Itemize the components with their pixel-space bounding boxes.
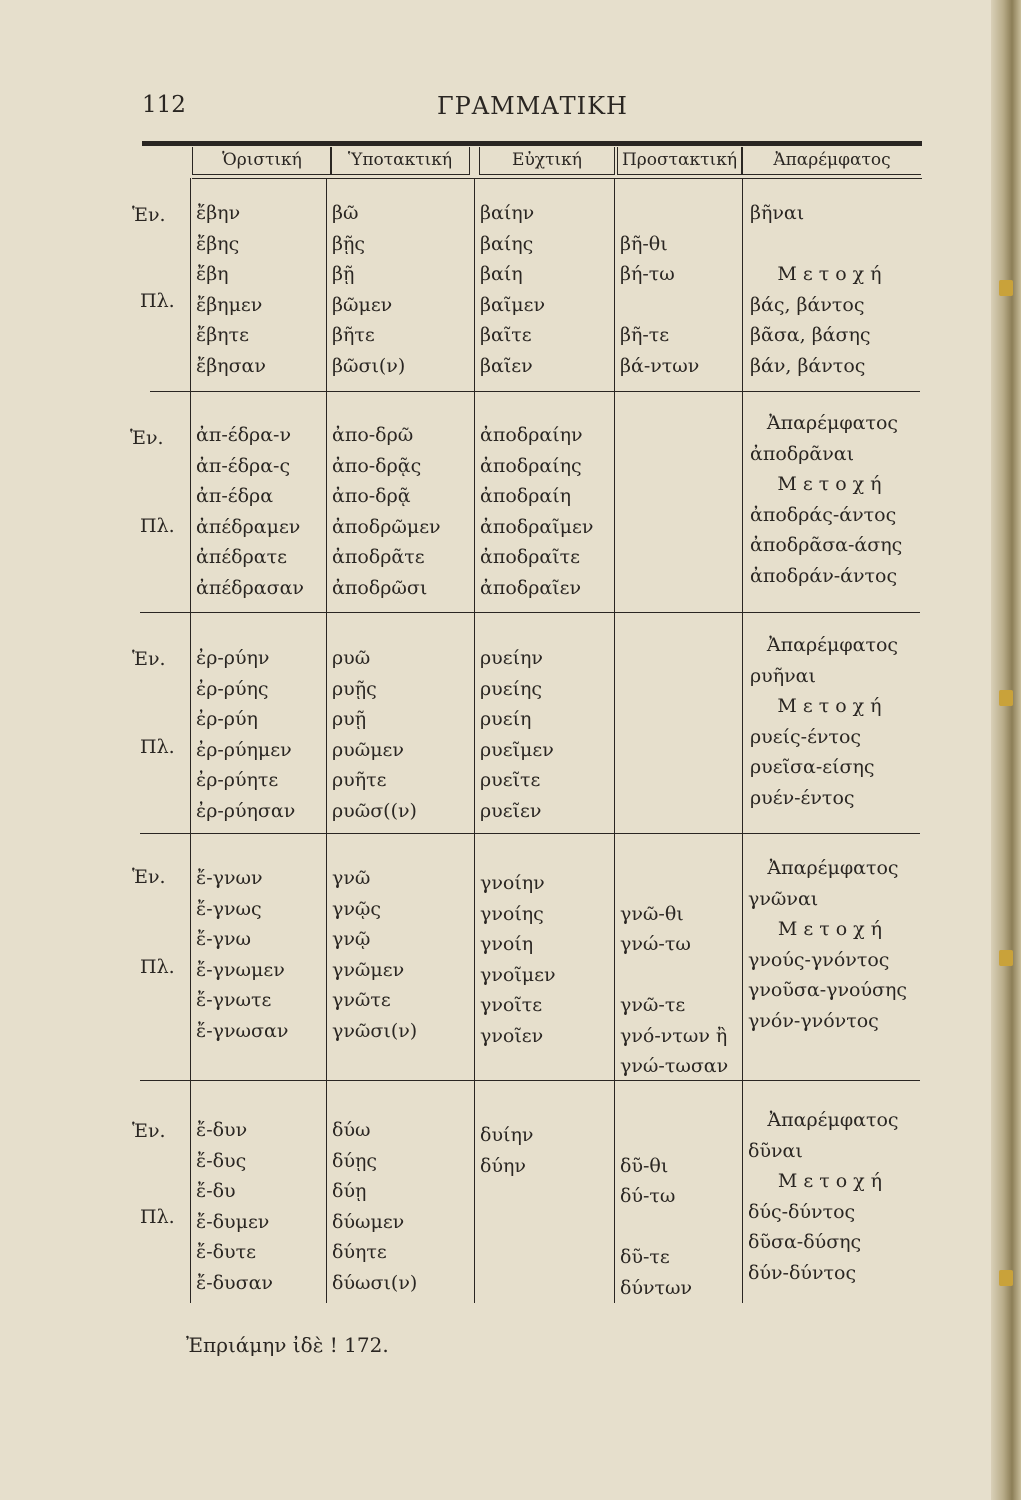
group3-oristiki [196,643,295,826]
participle-form: δῦσα-δύσης [748,1231,862,1253]
verb-form: ἀπο-δρῶ [332,424,414,446]
verb-form: ἔ-δυσαν [196,1271,273,1294]
verb-form: δύῃς [332,1149,378,1172]
verb-form: γνῶτε [332,989,391,1011]
verb-form: ἀπέδρασαν [196,576,304,599]
verb-form: γνῶ-θι [620,902,684,925]
verb-form [620,1120,692,1151]
verb-form: δύντων [620,1276,693,1299]
group4-prostaktiki [620,868,728,1082]
label-plural: Πλ. [140,1206,175,1228]
label-plural: Πλ. [140,290,175,312]
verb-form: γνοῖτε [480,994,543,1016]
group4-ypotaktiki [332,863,417,1046]
binding-mark [999,280,1013,296]
verb-form: γνῶσι(ν) [332,1019,418,1042]
verb-form: ἀπο-δρᾷ [332,485,411,507]
column-rule [614,178,615,1303]
infinitive-heading: Ἀπαρέμφατος [767,857,899,879]
verb-form: γνῶμεν [332,958,405,981]
verb-form: βαῖεν [480,354,533,377]
verb-form [620,290,699,321]
verb-form: ἔ-γνωσαν [196,1019,289,1042]
group2-euktiki [480,420,593,603]
header-ypotaktiki: Ὑποτακτική [330,147,470,175]
infinitive: δῦναι [748,1139,803,1162]
verb-form: ἀποδραῖμεν [480,515,594,538]
group3-aparemfatos [750,630,915,813]
page-title: ΓΡΑΜΜΑΤΙΚΗ [437,92,628,120]
verb-form: ρυῇς [332,677,377,700]
verb-form: βῆ-τε [620,324,670,346]
infinitive-heading: Ἀπαρέμφατος [766,412,899,434]
participle-heading: Μετοχή [777,918,889,940]
verb-form: γνοίη [480,933,534,955]
verb-form: γνοῖεν [480,1024,544,1047]
verb-form: ρυείην [480,647,543,669]
verb-form: ἀποδραίην [480,424,583,446]
group1-prostaktiki [620,198,699,381]
header-euktiki: Εὐχτική [479,147,615,175]
label-singular: Ἑν. [132,1120,166,1142]
verb-form: ἀπ-έδρα-ν [196,424,291,446]
verb-form: γνοίης [480,902,544,925]
verb-form: ἐρ-ρύης [196,677,269,700]
verb-form: δύ-τω [620,1185,676,1207]
infinitive-heading: Ἀπαρέμφατος [767,1109,899,1131]
verb-form: δῦ-θι [620,1154,669,1177]
binding-mark [999,690,1013,706]
verb-form: βῆτε [332,324,375,346]
verb-form: ἔ-δυν [196,1119,248,1141]
verb-form: βαίην [480,202,535,224]
column-rule [742,178,743,1303]
verb-form: ἔβην [196,202,241,224]
group3-ypotaktiki [332,643,417,826]
verb-form [480,1242,533,1273]
participle-form: δύς-δύντος [748,1200,856,1223]
verb-form: ρυεῖμεν [480,738,554,761]
binding-mark [999,950,1013,966]
verb-form: ἔ-δυτε [196,1241,256,1263]
group-separator [150,391,920,392]
verb-form: γνώ-τω [620,933,691,955]
verb-form: γνώ-τωσαν [620,1055,729,1077]
verb-form [480,1212,533,1243]
participle-form: ἀποδρᾶσα-άσης [750,534,903,556]
verb-form: ρυείης [480,677,543,700]
group4-oristiki [196,863,288,1046]
column-rule [326,178,327,1303]
top-rule [142,141,922,146]
header-oristiki: Ὁριστική [192,147,332,175]
verb-form: ἔ-γνων [196,867,263,889]
participle-form: γνούς-γνόντος [748,948,890,971]
group-separator [140,1080,920,1081]
verb-form: γνῶ-τε [620,994,686,1016]
verb-form: γνῶ [332,867,371,889]
verb-form [620,1212,692,1243]
label-plural: Πλ. [140,515,175,537]
label-singular: Ἑν. [132,866,166,888]
participle-form: γνόν-γνόντος [748,1009,879,1032]
verb-form: ἀπέδρατε [196,546,287,568]
verb-form: βῇ [332,263,355,285]
verb-form [620,868,728,899]
verb-form: βή-τω [620,263,675,285]
verb-form: ρυείη [480,708,532,730]
verb-form: ἔ-δυμεν [196,1210,270,1233]
verb-form: δύω [332,1119,371,1141]
column-rule [474,178,475,1303]
verb-form: ἐρ-ρύητε [196,769,279,791]
verb-form: ἔ-γνωμεν [196,958,285,981]
verb-form: βῶ [332,202,359,224]
verb-form: ἀπ-έδρα [196,485,274,507]
verb-form: ἀπο-δρᾷς [332,454,422,477]
binding-mark [999,1270,1013,1286]
verb-form: ρυεῖτε [480,769,541,791]
verb-form: ἔ-δυ [196,1180,236,1202]
group3-euktiki [480,643,554,826]
verb-form: ἀποδρᾶτε [332,546,425,568]
label-plural: Πλ. [140,736,175,758]
group5-oristiki [196,1115,273,1298]
participle-form: ρυείς-έντος [750,725,862,748]
verb-form: ρυῶμεν [332,738,404,761]
participle-heading: Μετοχή [777,263,888,285]
label-singular: Ἑν. [130,427,164,449]
verb-form: ἐρ-ρύησαν [196,799,296,822]
participle-form: βάν, βάντος [750,354,866,377]
verb-form: ρυῇ [332,708,367,730]
verb-form: ἀποδραίη [480,485,572,507]
verb-form: ἐρ-ρύημεν [196,738,292,761]
participle-form: ἀποδράς-άντος [750,503,897,526]
page-number: 112 [142,92,186,118]
verb-form [480,1273,533,1304]
group4-aparemfatos [748,853,918,1036]
participle-form: ἀποδράν-άντος [750,564,898,587]
verb-form: δύωμεν [332,1210,405,1233]
group5-prostaktiki [620,1120,692,1303]
verb-form: γνοίην [480,872,545,894]
infinitive-heading: Ἀπαρέμφατος [766,634,899,656]
infinitive: ἀποδρᾶναι [750,442,855,465]
verb-form: βῆ-θι [620,232,668,255]
header-prostaktiki: Προστακτική [617,147,742,175]
verb-form: ἔβητε [196,324,249,346]
header-rule [192,178,922,179]
verb-form: ἀπ-έδρα-ς [196,454,291,477]
verb-form: βαίης [480,232,534,255]
group2-ypotaktiki [332,420,441,603]
infinitive: ρυῆναι [750,664,816,687]
group1-ypotaktiki [332,198,405,381]
participle-form: δύν-δύντος [748,1261,857,1284]
verb-form: βαίη [480,263,523,285]
group1-euktiki [480,198,545,381]
verb-form: ρυεῖεν [480,799,542,822]
participle-form: βάς, βάντος [750,293,865,316]
verb-form: γνό-ντων ἢ [620,1024,728,1047]
group2-aparemfatos [750,408,915,591]
verb-form: βαῖμεν [480,293,546,316]
group1-oristiki [196,198,266,381]
group5-euktiki [480,1120,533,1303]
verb-form: δῦ-τε [620,1246,670,1268]
label-singular: Ἑν. [132,204,166,226]
verb-form: ἔ-γνω [196,928,252,950]
participle-heading: Μετοχή [777,695,888,717]
column-rule [190,178,191,1303]
verb-form: γνοῖμεν [480,963,556,986]
infinitive: βῆναι [750,202,805,224]
verb-form: ἔβη [196,263,229,285]
verb-form: δύητε [332,1241,387,1263]
group-separator [140,833,920,834]
group-separator [140,612,920,613]
header-aparemfatos: Ἀπαρέμφατος [742,147,921,175]
verb-form: δύῃ [332,1180,367,1202]
group5-ypotaktiki [332,1115,417,1298]
verb-form: ρυῆτε [332,769,387,791]
infinitive: γνῶναι [748,887,819,910]
verb-form: ἐρ-ρύη [196,708,258,730]
verb-form: δυίην [480,1124,534,1146]
verb-form: ἔβης [196,232,240,255]
verb-form: ἀποδρῶμεν [332,515,441,538]
participle-form: ρυεῖσα-είσης [750,756,875,778]
verb-form: δύην [480,1154,526,1177]
verb-form: ἔ-δυς [196,1149,247,1172]
verb-form: βά-ντων [620,354,700,377]
verb-form: βαῖτε [480,324,532,346]
verb-form: ἔ-γνως [196,897,262,920]
verb-form: ἀποδρῶσι [332,576,428,599]
verb-form: ἀπέδραμεν [196,515,301,538]
verb-form: ἀποδραῖτε [480,546,581,568]
participle-heading: Μετοχή [777,473,888,495]
verb-form: ἀποδραῖεν [480,576,582,599]
participle-form: γνοῦσα-γνούσης [748,979,908,1001]
verb-form: βῶμεν [332,293,393,316]
verb-form: ἔβημεν [196,293,263,316]
blank-line [750,229,915,260]
verb-form [620,198,699,229]
footnote: Ἐπριάμην ἰδὲ ! 172. [186,1333,389,1357]
participle-form: ρυέν-έντος [750,786,855,809]
verb-form: ρυῶσ((ν) [332,799,417,822]
verb-form: δύωσι(ν) [332,1271,418,1294]
group1-aparemfatos [750,198,915,381]
participle-form: βᾶσα, βάσης [750,324,871,346]
verb-form: γνῷ [332,928,371,950]
group4-euktiki [480,868,556,1051]
group2-oristiki [196,420,304,603]
book-spine [991,0,1021,1500]
label-singular: Ἑν. [132,648,166,670]
verb-form: ἔ-γνωτε [196,989,272,1011]
verb-form [480,1181,533,1212]
verb-form: ἀποδραίης [480,454,582,477]
verb-form: βῶσι(ν) [332,354,406,377]
verb-form [620,960,728,991]
participle-heading: Μετοχή [777,1170,889,1192]
verb-form: βῇς [332,232,366,255]
verb-form: γνῷς [332,897,382,920]
verb-form: ἔβησαν [196,354,266,377]
verb-form: ἐρ-ρύην [196,647,270,669]
verb-form: ρυῶ [332,647,371,669]
label-plural: Πλ. [140,956,175,978]
group5-aparemfatos [748,1105,918,1288]
